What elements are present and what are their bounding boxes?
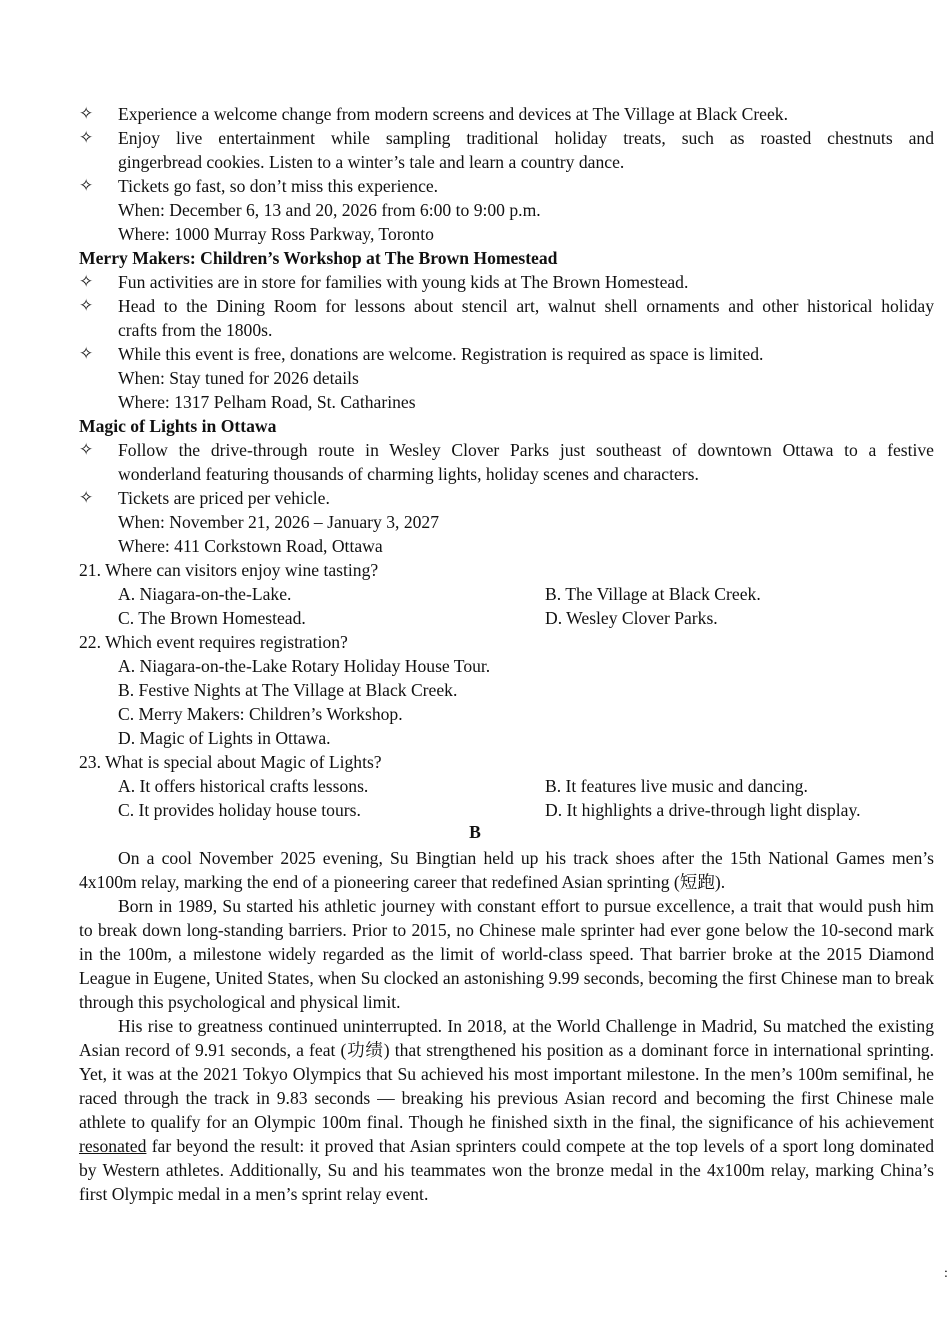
festive-where: Where: 1000 Murray Ross Parkway, Toronto — [118, 224, 434, 244]
q23-option-b: B. It features live music and dancing. — [545, 776, 808, 796]
magic-bullet-2: Tickets are priced per vehicle. — [118, 488, 330, 508]
q22-option-c: C. Merry Makers: Children’s Workshop. — [118, 704, 403, 724]
bullet-icon: ✧ — [79, 128, 94, 147]
festive-bullet-2-line-2: gingerbread cookies. Listen to a winter’s tale and learn a country dance. — [118, 152, 625, 172]
bullet-icon: ✧ — [79, 488, 94, 507]
merry-bullet-2-line-1: Head to the Dining Room for lessons about stencil art, walnut shell ornaments and other historical holiday — [118, 296, 934, 316]
q22-option-d: D. Magic of Lights in Ottawa. — [118, 728, 331, 748]
underlined-word-resonated: resonated — [79, 1136, 147, 1156]
q23-option-a: A. It offers historical crafts lessons. — [118, 776, 369, 796]
magic-when: When: November 21, 2026 – January 3, 2027 — [118, 512, 440, 532]
q22-option-b: B. Festive Nights at The Village at Black Creek. — [118, 680, 458, 700]
passage-b-paragraph-1: On a cool November 2025 evening, Su Bingtian held up his track shoes after the 15th National Games men’s 4x100m relay, marking the end of a pioneering career that redefined Asian sprinting (短跑). — [79, 848, 934, 892]
magic-of-lights-heading: Magic of Lights in Ottawa — [79, 416, 277, 436]
magic-bullet-1-line-1: Follow the drive-through route in Wesley Clover Parks just southeast of downtown Ottawa to a festive — [118, 440, 934, 460]
question-21-stem: 21. Where can visitors enjoy wine tasting? — [79, 560, 379, 580]
merry-where: Where: 1317 Pelham Road, St. Catharines — [118, 392, 416, 412]
festive-bullet-2-line-1: Enjoy live entertainment while sampling traditional holiday treats, such as roasted chestnuts and — [118, 128, 934, 148]
merry-bullet-1: Fun activities are in store for families with young kids at The Brown Homestead. — [118, 272, 689, 292]
bullet-icon: ✧ — [79, 272, 94, 291]
passage-b-paragraph-2: Born in 1989, Su started his athletic journey with constant effort to pursue excellence, a trait that would push him to break down long-standing barriers. Prior to 2015, no Chinese male sprinter had ever gone below the 10-second mark in the 100m, a milestone widely regarded as the limit of world-class speed. That barrier broke at the 2015 Diamond League in Eugene, United States, when Su clocked an astonishing 9.99 seconds, becoming the first Chinese man to break through this psychological and physical limit. — [79, 896, 934, 1012]
festive-bullet-3: Tickets go fast, so don’t miss this experience. — [118, 176, 439, 196]
q23-option-d: D. It highlights a drive-through light display. — [545, 800, 861, 820]
merry-bullet-2-line-2: crafts from the 1800s. — [118, 320, 273, 340]
festive-bullet-1: Experience a welcome change from modern screens and devices at The Village at Black Creek. — [118, 104, 788, 124]
bullet-icon: ✧ — [79, 296, 94, 315]
festive-when: When: December 6, 13 and 20, 2026 from 6:00 to 9:00 p.m. — [118, 200, 541, 220]
paragraph-3-text-after: far beyond the result: it proved that Asian sprinters could compete at the top levels of a sport long dominated by Western athletes. Additionally, Su and his teammates won the bronze medal in the 4x100m relay, marking China’s first Olympic medal in a men’s sprint relay event. — [79, 1136, 934, 1204]
q22-option-a: A. Niagara-on-the-Lake Rotary Holiday House Tour. — [118, 656, 491, 676]
passage-b-paragraph-3 — [79, 1014, 934, 1206]
paragraph-3-text-before: His rise to greatness continued uninterrupted. In 2018, at the World Challenge in Madrid, Su matched the existing Asian record of 9.91 seconds, a feat (功绩) that strengthened his position as a dominant force in international sprinting. Yet, it was at the 2021 Tokyo Olympics that Su achieved his most important milestone. In the men’s 100m semifinal, he raced through the track in 9.83 seconds — breaking his previous Asian record and becoming the first Chinese male athlete to qualify for an Olympic 100m final. Though he finished sixth in the final, the significance of his achievement — [79, 1016, 934, 1132]
q21-option-d: D. Wesley Clover Parks. — [545, 608, 718, 628]
merry-makers-heading: Merry Makers: Children’s Workshop at The Brown Homestead — [79, 248, 558, 268]
q21-option-a: A. Niagara-on-the-Lake. — [118, 584, 292, 604]
bullet-icon: ✧ — [79, 104, 94, 123]
page-edge-mark: : — [944, 1266, 948, 1281]
q21-option-c: C. The Brown Homestead. — [118, 608, 306, 628]
passage-b-heading: B — [469, 822, 481, 842]
q21-option-b: B. The Village at Black Creek. — [545, 584, 761, 604]
q23-option-c: C. It provides holiday house tours. — [118, 800, 361, 820]
bullet-icon: ✧ — [79, 440, 94, 459]
merry-bullet-3: While this event is free, donations are welcome. Registration is required as space is limited. — [118, 344, 764, 364]
question-23-stem: 23. What is special about Magic of Lights? — [79, 752, 382, 772]
bullet-icon: ✧ — [79, 176, 94, 195]
magic-where: Where: 411 Corkstown Road, Ottawa — [118, 536, 383, 556]
magic-bullet-1-line-2: wonderland featuring thousands of charming lights, holiday scenes and characters. — [118, 464, 699, 484]
question-22-stem: 22. Which event requires registration? — [79, 632, 348, 652]
bullet-icon: ✧ — [79, 344, 94, 363]
merry-when: When: Stay tuned for 2026 details — [118, 368, 359, 388]
